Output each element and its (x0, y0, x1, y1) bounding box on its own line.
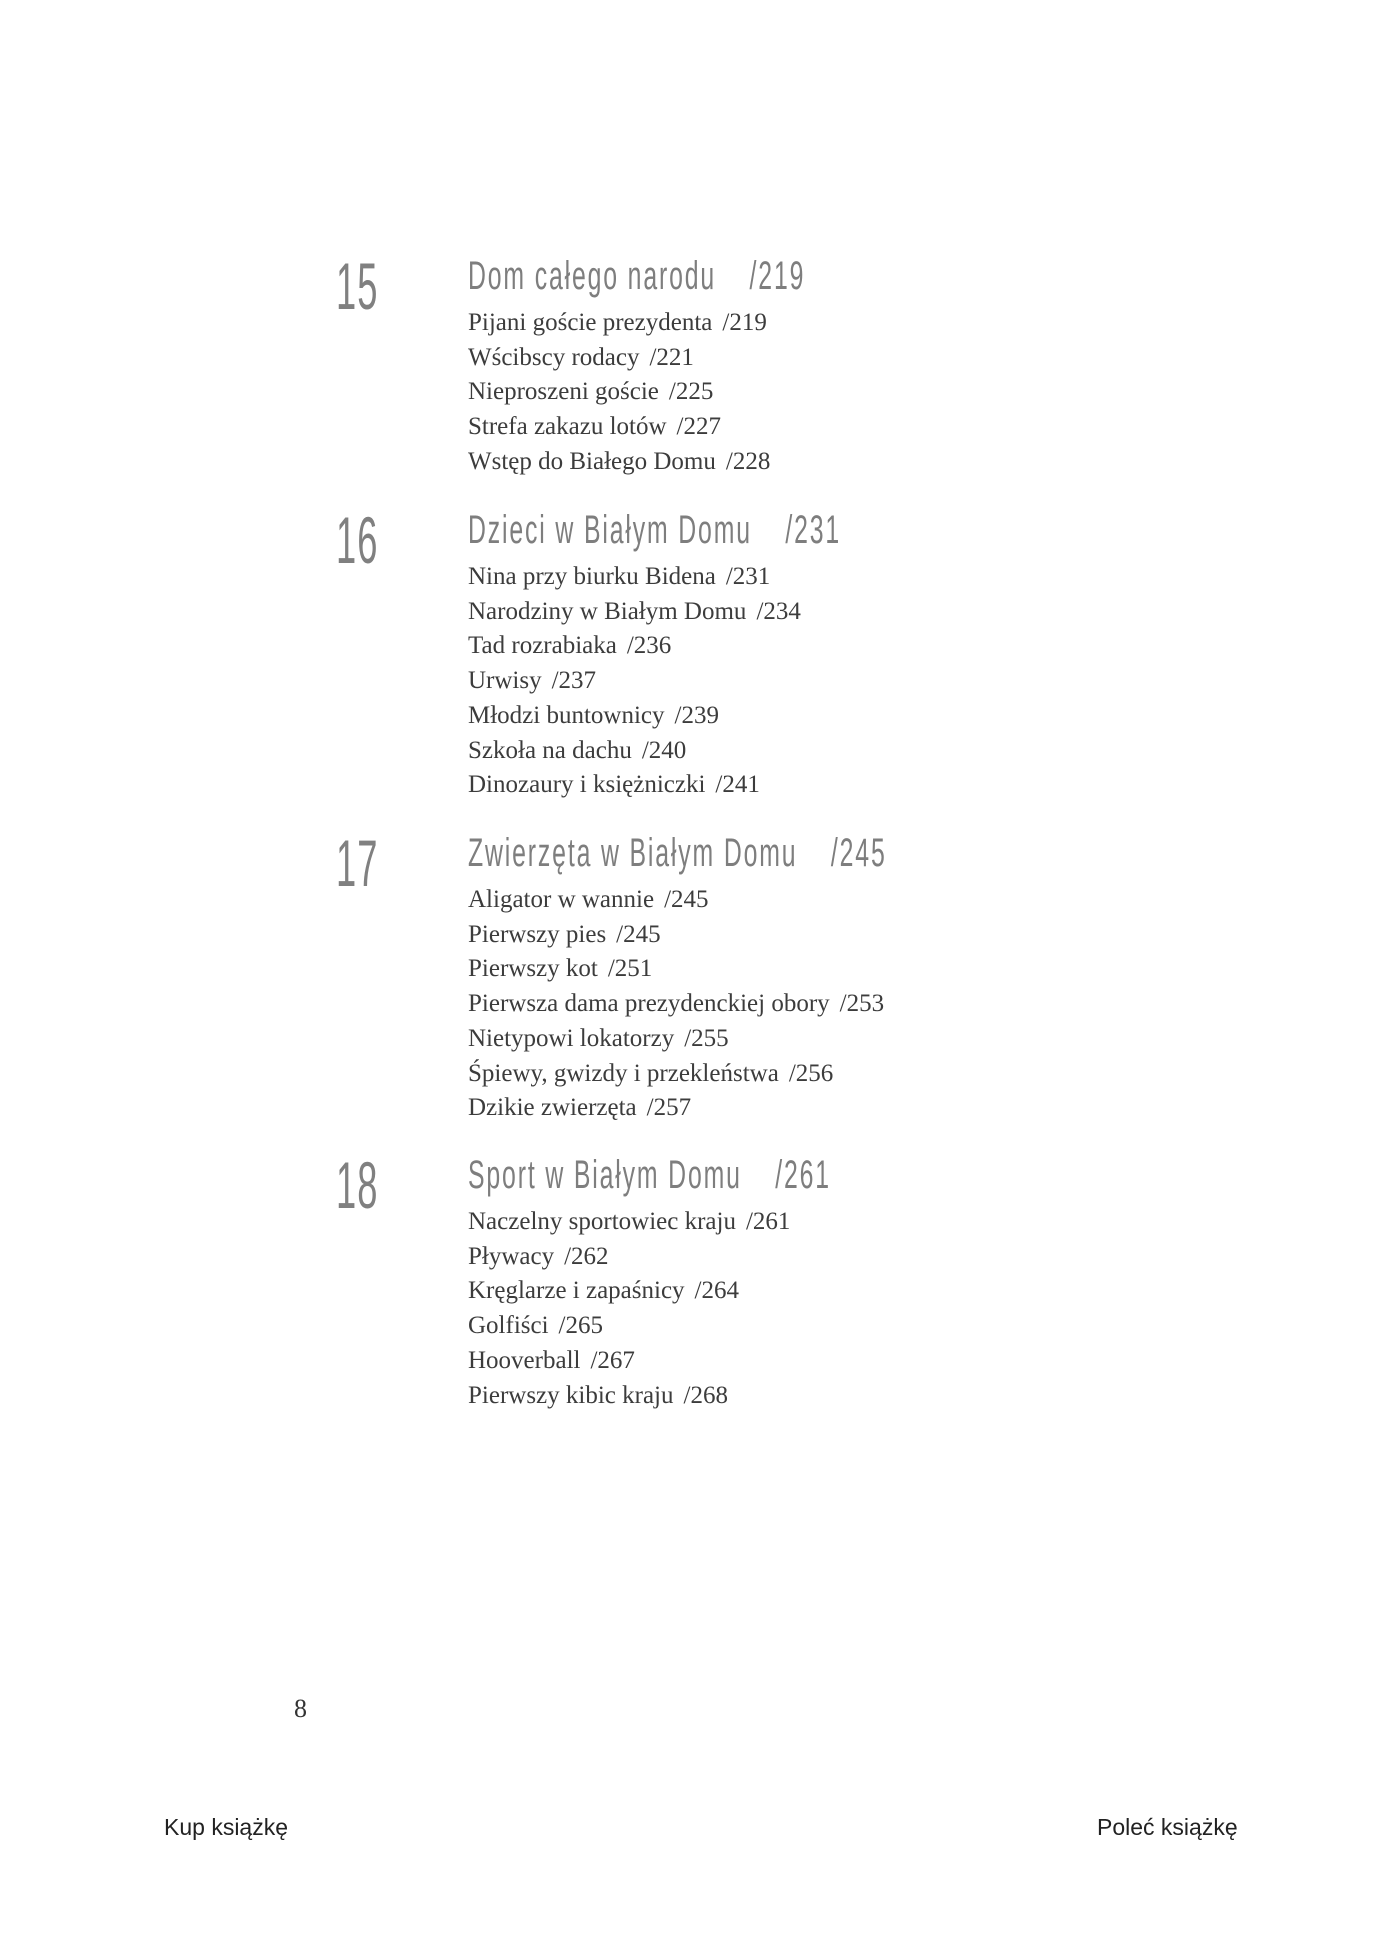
entry-title: Tad rozrabiaka (468, 632, 617, 660)
list-item (468, 560, 801, 595)
entry-title: Pływacy (468, 1242, 555, 1270)
page-number: 8 (294, 1694, 307, 1723)
entry-page: /251 (607, 955, 653, 983)
list-item (468, 1057, 884, 1092)
list-item (468, 1344, 790, 1379)
entry-page: /253 (839, 990, 885, 1018)
entry-title: Pierwszy pies (468, 920, 607, 948)
entry-title: Pierwszy kot (468, 955, 598, 983)
list-item (468, 629, 801, 664)
entry-page: /239 (674, 701, 719, 729)
entry-page: /257 (646, 1094, 692, 1122)
chapter-title-text: Dom całego narodu (468, 254, 717, 298)
list-item (468, 699, 801, 734)
chapter-title (468, 507, 841, 553)
entry-title: Nietypowi lokatorzy (468, 1024, 675, 1052)
entry-title: Dinozaury i księżniczki (468, 771, 706, 799)
entry-title: Golfiści (468, 1312, 549, 1340)
entry-page: /245 (616, 920, 661, 948)
entry-page: /256 (788, 1059, 834, 1087)
entry-title: Śpiewy, gwizdy i przekleństwa (468, 1059, 779, 1087)
list-item (468, 1379, 790, 1414)
entry-page: /268 (683, 1381, 728, 1409)
entry-title: Pierwsza dama prezydenckiej obory (468, 990, 830, 1018)
entry-page: /237 (551, 667, 597, 695)
entry-page: /227 (676, 413, 721, 441)
entry-title: Szkoła na dachu (468, 736, 632, 764)
entry-page: /262 (564, 1242, 609, 1270)
entry-title: Pierwszy kibic kraju (468, 1381, 674, 1409)
entry-page: /261 (745, 1208, 791, 1235)
entry-page: /245 (664, 886, 709, 913)
entry-list (468, 1205, 790, 1413)
chapter-number: 16 (336, 503, 379, 577)
chapter-number: 18 (336, 1148, 379, 1222)
list-item (468, 883, 884, 918)
entry-page: /264 (694, 1277, 739, 1305)
entry-list (468, 306, 770, 480)
entry-page: /255 (684, 1024, 729, 1052)
entry-page: /267 (590, 1346, 635, 1374)
recommend-book-link[interactable]: Poleć książkę (1097, 1814, 1238, 1840)
list-item (468, 734, 801, 769)
entry-title: Młodzi buntownicy (468, 701, 665, 729)
entry-title: Narodziny w Białym Domu (468, 597, 747, 625)
entry-page: /221 (649, 343, 694, 371)
chapter-page: /245 (830, 831, 887, 875)
chapter-number: 15 (336, 249, 379, 323)
entry-page: /225 (668, 378, 714, 406)
chapter-title-text: Dzieci w Białym Domu (468, 508, 752, 552)
entry-title: Pijani goście prezydenta (468, 309, 713, 336)
entry-title: Hooverball (468, 1346, 581, 1374)
entry-title: Urwisy (468, 667, 542, 695)
entry-page: /236 (626, 632, 672, 660)
list-item (468, 664, 801, 699)
chapter-number: 17 (336, 826, 379, 900)
list-item (468, 987, 884, 1022)
list-item (468, 768, 801, 803)
list-item (468, 1205, 790, 1240)
entry-page: /219 (722, 309, 767, 336)
list-item (468, 1240, 790, 1275)
list-item (468, 1091, 884, 1126)
list-item (468, 1309, 790, 1344)
entry-title: Aligator w wannie (468, 886, 655, 913)
list-item (468, 1022, 884, 1057)
entry-title: Nieproszeni goście (468, 378, 659, 406)
entry-title: Dzikie zwierzęta (468, 1094, 637, 1122)
entry-page: /240 (641, 736, 687, 764)
entry-page: /234 (756, 597, 801, 625)
entry-title: Strefa zakazu lotów (468, 413, 667, 441)
list-item (468, 375, 770, 410)
entry-title: Naczelny sportowiec kraju (468, 1208, 736, 1235)
list-item (468, 952, 884, 987)
list-item (468, 445, 770, 480)
list-item (468, 410, 770, 445)
entry-title: Wścibscy rodacy (468, 343, 640, 371)
entry-list (468, 560, 801, 803)
chapter-title (468, 830, 887, 876)
list-item (468, 306, 770, 341)
list-item (468, 595, 801, 630)
entry-page: /228 (725, 447, 771, 475)
chapter-title-text: Sport w Białym Domu (468, 1153, 742, 1197)
chapter-page: /231 (785, 508, 842, 552)
chapter-title (468, 1152, 831, 1198)
chapter-page: /261 (775, 1153, 831, 1197)
buy-book-link[interactable]: Kup książkę (164, 1814, 289, 1840)
chapter-title (468, 253, 805, 299)
entry-title: Kręglarze i zapaśnicy (468, 1277, 685, 1305)
entry-title: Wstęp do Białego Domu (468, 447, 716, 475)
entry-page: /241 (715, 771, 760, 799)
entry-list (468, 883, 884, 1126)
entry-title: Nina przy biurku Bidena (468, 563, 716, 590)
list-item (468, 341, 770, 376)
entry-page: /265 (558, 1312, 603, 1340)
list-item (468, 918, 884, 953)
chapter-page: /219 (749, 254, 806, 298)
list-item (468, 1274, 790, 1309)
chapter-title-text: Zwierzęta w Białym Domu (468, 831, 798, 875)
entry-page: /231 (725, 563, 771, 590)
